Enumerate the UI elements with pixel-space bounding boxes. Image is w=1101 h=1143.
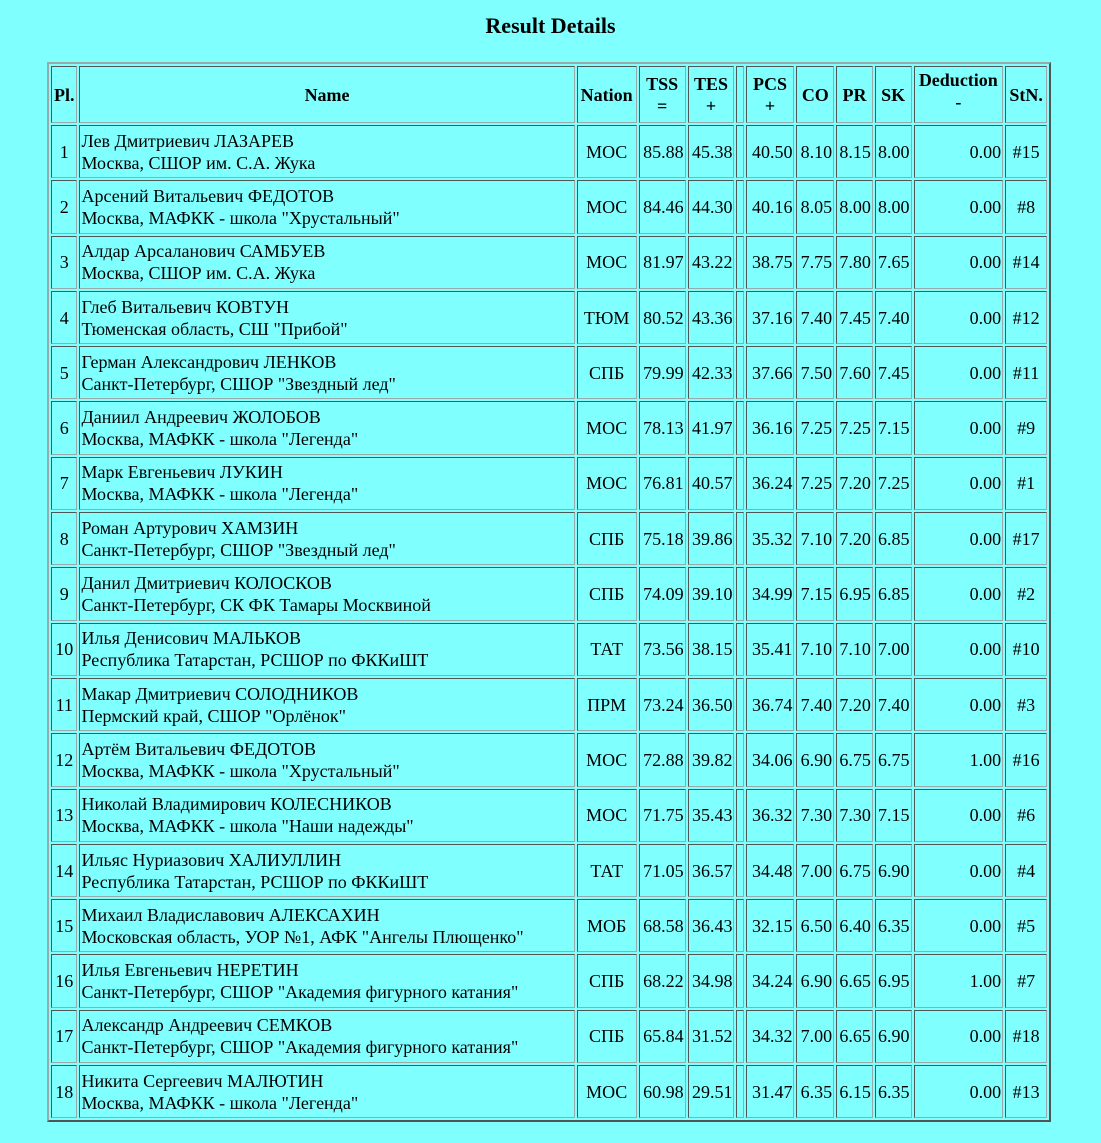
nation: МОС (577, 401, 637, 454)
tss: 71.75 (639, 789, 686, 842)
tss: 85.88 (639, 125, 686, 178)
tes: 36.50 (688, 678, 735, 731)
page-title: Result Details (485, 13, 616, 38)
table-row (51, 789, 1047, 842)
pcs: 35.41 (746, 623, 795, 676)
place: 9 (51, 567, 77, 620)
skater-name: Марк Евгеньевич ЛУКИН (81, 462, 283, 483)
nation: МОС (577, 1065, 637, 1118)
col-place: Pl. (51, 66, 77, 123)
table-row (51, 291, 1047, 344)
skater-club: Москва, МАФКК - школа "Легенда" (81, 484, 359, 505)
table-row (51, 678, 1047, 731)
skater-cell (79, 291, 574, 344)
sk: 6.75 (875, 733, 912, 786)
start-number: #15 (1005, 125, 1047, 178)
skater-club: Санкт-Петербург, СШОР "Академия фигурного катания" (81, 1037, 519, 1058)
pr: 7.20 (836, 512, 873, 565)
nation: МОС (577, 733, 637, 786)
tes: 36.43 (688, 899, 735, 952)
skater-name: Арсений Витальевич ФЕДОТОВ (81, 185, 335, 206)
sk: 8.00 (875, 125, 912, 178)
start-number: #7 (1005, 954, 1047, 1007)
pcs: 37.16 (746, 291, 795, 344)
deduction: 1.00 (914, 733, 1004, 786)
start-number: #3 (1005, 678, 1047, 731)
pr: 8.15 (836, 125, 873, 178)
tes-label: TES (694, 73, 729, 94)
tes: 39.86 (688, 512, 735, 565)
pcs: 36.16 (746, 401, 795, 454)
co: 8.10 (796, 125, 834, 178)
tes: 45.38 (688, 125, 735, 178)
co: 7.40 (796, 678, 834, 731)
co: 6.50 (796, 899, 834, 952)
table-row (51, 954, 1047, 1007)
pcs: 34.99 (746, 567, 795, 620)
deduction: 0.00 (914, 1010, 1004, 1063)
skater-name: Алдар Арсаланович САМБУЕВ (81, 241, 326, 262)
skater-club: Москва, СШОР им. С.А. Жука (81, 152, 316, 173)
pr: 7.20 (836, 457, 873, 510)
place: 2 (51, 180, 77, 233)
skater-cell (79, 125, 574, 178)
sk: 7.65 (875, 236, 912, 289)
skater-club: Москва, МАФКК - школа "Хрустальный" (81, 207, 400, 228)
skater-club: Санкт-Петербург, СШОР "Звездный лед" (81, 539, 396, 560)
spacer-cell (736, 401, 743, 454)
skater-club: Москва, МАФКК - школа "Наши надежды" (81, 816, 414, 837)
pcs: 32.15 (746, 899, 795, 952)
skater-cell (79, 567, 574, 620)
pr: 7.10 (836, 623, 873, 676)
tss: 79.99 (639, 346, 686, 399)
skater-club: Москва, МАФКК - школа "Легенда" (81, 1092, 359, 1113)
pcs: 34.24 (746, 954, 795, 1007)
table-row (51, 844, 1047, 897)
tes: 43.36 (688, 291, 735, 344)
table-row (51, 512, 1047, 565)
co: 7.00 (796, 1010, 834, 1063)
place: 11 (51, 678, 77, 731)
table-row (51, 733, 1047, 786)
pcs-op: + (764, 95, 776, 116)
deduction: 0.00 (914, 457, 1004, 510)
tss: 76.81 (639, 457, 686, 510)
start-number: #8 (1005, 180, 1047, 233)
sk: 6.95 (875, 954, 912, 1007)
nation: МОС (577, 457, 637, 510)
tes: 38.15 (688, 623, 735, 676)
deduction: 0.00 (914, 789, 1004, 842)
pcs: 37.66 (746, 346, 795, 399)
start-number: #18 (1005, 1010, 1047, 1063)
skater-name: Глеб Витальевич КОВТУН (81, 296, 289, 317)
pr: 7.80 (836, 236, 873, 289)
deduction: 0.00 (914, 1065, 1004, 1118)
skater-cell (79, 457, 574, 510)
deduction: 0.00 (914, 401, 1004, 454)
col-name: Name (79, 66, 574, 123)
start-number: #16 (1005, 733, 1047, 786)
tes: 29.51 (688, 1065, 735, 1118)
skater-name: Михаил Владиславович АЛЕКСАХИН (81, 904, 380, 925)
spacer-cell (736, 844, 743, 897)
deduction: 0.00 (914, 125, 1004, 178)
tss: 68.58 (639, 899, 686, 952)
spacer-cell (736, 180, 743, 233)
place: 12 (51, 733, 77, 786)
deduction: 0.00 (914, 678, 1004, 731)
skater-name: Макар Дмитриевич СОЛОДНИКОВ (81, 683, 359, 704)
table-row (51, 623, 1047, 676)
skater-name: Никита Сергеевич МАЛЮТИН (81, 1070, 324, 1091)
place: 1 (51, 125, 77, 178)
nation: МОС (577, 789, 637, 842)
skater-cell (79, 623, 574, 676)
co: 7.50 (796, 346, 834, 399)
sk: 7.25 (875, 457, 912, 510)
co: 7.10 (796, 512, 834, 565)
pcs: 35.32 (746, 512, 795, 565)
pcs-label: PCS (753, 73, 788, 94)
tss: 68.22 (639, 954, 686, 1007)
tes: 42.33 (688, 346, 735, 399)
co: 7.40 (796, 291, 834, 344)
start-number: #6 (1005, 789, 1047, 842)
header-row (51, 66, 1047, 123)
place: 8 (51, 512, 77, 565)
pr: 6.65 (836, 954, 873, 1007)
skater-name: Александр Андреевич СЕМКОВ (81, 1015, 333, 1036)
spacer-cell (736, 457, 743, 510)
nation: ТАТ (577, 623, 637, 676)
tss: 74.09 (639, 567, 686, 620)
place: 14 (51, 844, 77, 897)
skater-club: Санкт-Петербург, СШОР "Звездный лед" (81, 373, 396, 394)
co: 7.00 (796, 844, 834, 897)
nation: СПБ (577, 567, 637, 620)
table-row (51, 180, 1047, 233)
nation: МОБ (577, 899, 637, 952)
tss: 65.84 (639, 1010, 686, 1063)
tes: 40.57 (688, 457, 735, 510)
skater-name: Данил Дмитриевич КОЛОСКОВ (81, 573, 332, 594)
skater-cell (79, 678, 574, 731)
deduction: 0.00 (914, 346, 1004, 399)
tes: 31.52 (688, 1010, 735, 1063)
start-number: #13 (1005, 1065, 1047, 1118)
table-row (51, 346, 1047, 399)
sk: 8.00 (875, 180, 912, 233)
skater-name: Лев Дмитриевич ЛАЗАРЕВ (81, 130, 295, 151)
pcs: 34.48 (746, 844, 795, 897)
tss-op: = (657, 95, 668, 116)
co: 8.05 (796, 180, 834, 233)
tes: 43.22 (688, 236, 735, 289)
tes: 41.97 (688, 401, 735, 454)
tes: 44.30 (688, 180, 735, 233)
spacer-cell (736, 1010, 743, 1063)
nation: ТАТ (577, 844, 637, 897)
skater-name: Роман Артурович ХАМЗИН (81, 517, 299, 538)
pcs: 36.74 (746, 678, 795, 731)
spacer-cell (736, 789, 743, 842)
pr: 6.40 (836, 899, 873, 952)
deduction: 0.00 (914, 180, 1004, 233)
spacer-cell (736, 1065, 743, 1118)
start-number: #10 (1005, 623, 1047, 676)
tes-op: + (705, 95, 717, 116)
place: 5 (51, 346, 77, 399)
pr: 7.20 (836, 678, 873, 731)
pr: 6.75 (836, 844, 873, 897)
pcs: 38.75 (746, 236, 795, 289)
skater-club: Москва, СШОР им. С.А. Жука (81, 263, 316, 284)
co: 7.10 (796, 623, 834, 676)
place: 16 (51, 954, 77, 1007)
skater-cell (79, 1065, 574, 1118)
skater-name: Даниил Андреевич ЖОЛОБОВ (81, 407, 321, 428)
skater-cell (79, 789, 574, 842)
col-tss (639, 66, 686, 123)
table-row (51, 567, 1047, 620)
sk: 7.40 (875, 291, 912, 344)
tss: 80.52 (639, 291, 686, 344)
tes: 39.10 (688, 567, 735, 620)
deduction: 1.00 (914, 954, 1004, 1007)
sk: 7.40 (875, 678, 912, 731)
co: 6.90 (796, 954, 834, 1007)
sk: 7.00 (875, 623, 912, 676)
skater-cell (79, 1010, 574, 1063)
pcs: 36.32 (746, 789, 795, 842)
sk: 6.90 (875, 1010, 912, 1063)
start-number: #4 (1005, 844, 1047, 897)
place: 15 (51, 899, 77, 952)
skater-name: Николай Владимирович КОЛЕСНИКОВ (81, 794, 392, 815)
spacer-cell (736, 623, 743, 676)
co: 7.25 (796, 401, 834, 454)
skater-club: Республика Татарстан, РСШОР по ФККиШТ (81, 871, 429, 892)
results-table (47, 62, 1051, 1122)
deduction: 0.00 (914, 623, 1004, 676)
table-row (51, 236, 1047, 289)
deduction: 0.00 (914, 236, 1004, 289)
sk: 6.85 (875, 567, 912, 620)
sk: 6.90 (875, 844, 912, 897)
start-number: #14 (1005, 236, 1047, 289)
skater-name: Илья Евгеньевич НЕРЕТИН (81, 960, 299, 981)
place: 18 (51, 1065, 77, 1118)
skater-cell (79, 346, 574, 399)
pr: 8.00 (836, 180, 873, 233)
co: 7.30 (796, 789, 834, 842)
tes: 34.98 (688, 954, 735, 1007)
sk: 7.15 (875, 789, 912, 842)
start-number: #2 (1005, 567, 1047, 620)
skater-club: Тюменская область, СШ "Прибой" (81, 318, 348, 339)
pr: 7.45 (836, 291, 873, 344)
nation: ПРМ (577, 678, 637, 731)
co: 7.75 (796, 236, 834, 289)
deduction: 0.00 (914, 567, 1004, 620)
skater-cell (79, 954, 574, 1007)
tss: 72.88 (639, 733, 686, 786)
nation: СПБ (577, 954, 637, 1007)
pr: 7.60 (836, 346, 873, 399)
table-row (51, 1010, 1047, 1063)
pr: 6.95 (836, 567, 873, 620)
tss: 71.05 (639, 844, 686, 897)
skater-cell (79, 512, 574, 565)
col-sk: SK (875, 66, 912, 123)
spacer-cell (736, 733, 743, 786)
sk: 6.35 (875, 899, 912, 952)
pcs: 34.06 (746, 733, 795, 786)
spacer-cell (736, 512, 743, 565)
nation: ТЮМ (577, 291, 637, 344)
skater-club: Республика Татарстан, РСШОР по ФККиШТ (81, 650, 429, 671)
col-spacer (736, 66, 743, 123)
start-number: #1 (1005, 457, 1047, 510)
tss: 75.18 (639, 512, 686, 565)
start-number: #5 (1005, 899, 1047, 952)
spacer-cell (736, 236, 743, 289)
pr: 7.30 (836, 789, 873, 842)
skater-cell (79, 844, 574, 897)
skater-club: Пермский край, СШОР "Орлёнок" (81, 705, 346, 726)
tss-label: TSS (646, 73, 679, 94)
tss: 78.13 (639, 401, 686, 454)
sk: 6.35 (875, 1065, 912, 1118)
pr: 6.15 (836, 1065, 873, 1118)
tes: 39.82 (688, 733, 735, 786)
skater-cell (79, 899, 574, 952)
skater-club: Москва, МАФКК - школа "Легенда" (81, 429, 359, 450)
tss: 81.97 (639, 236, 686, 289)
col-nation: Nation (577, 66, 637, 123)
skater-cell (79, 180, 574, 233)
nation: МОС (577, 125, 637, 178)
place: 4 (51, 291, 77, 344)
sk: 7.45 (875, 346, 912, 399)
nation: СПБ (577, 1010, 637, 1063)
start-number: #17 (1005, 512, 1047, 565)
spacer-cell (736, 678, 743, 731)
nation: СПБ (577, 512, 637, 565)
table-row (51, 1065, 1047, 1118)
place: 7 (51, 457, 77, 510)
skater-club: Москва, МАФКК - школа "Хрустальный" (81, 760, 400, 781)
pcs: 40.50 (746, 125, 795, 178)
skater-name: Герман Александрович ЛЕНКОВ (81, 351, 337, 372)
spacer-cell (736, 954, 743, 1007)
spacer-cell (736, 567, 743, 620)
start-number: #9 (1005, 401, 1047, 454)
place: 3 (51, 236, 77, 289)
pr: 6.65 (836, 1010, 873, 1063)
spacer-cell (736, 125, 743, 178)
skater-cell (79, 236, 574, 289)
skater-name: Ильяс Нуриазович ХАЛИУЛЛИН (81, 849, 342, 870)
tes: 35.43 (688, 789, 735, 842)
tss: 84.46 (639, 180, 686, 233)
pcs: 40.16 (746, 180, 795, 233)
pcs: 36.24 (746, 457, 795, 510)
deduction-label: Deduction (918, 70, 998, 90)
skater-club: Санкт-Петербург, СК ФК Тамары Москвиной (81, 595, 431, 616)
table-row (51, 899, 1047, 952)
skater-name: Илья Денисович МАЛЬКОВ (81, 628, 301, 649)
col-tes (688, 66, 735, 123)
tss: 73.24 (639, 678, 686, 731)
col-pr: PR (836, 66, 873, 123)
spacer-cell (736, 346, 743, 399)
deduction: 0.00 (914, 844, 1004, 897)
deduction: 0.00 (914, 512, 1004, 565)
nation: МОС (577, 236, 637, 289)
col-co: CO (796, 66, 834, 123)
co: 6.90 (796, 733, 834, 786)
place: 6 (51, 401, 77, 454)
results-body (51, 125, 1047, 1118)
table-row (51, 125, 1047, 178)
sk: 7.15 (875, 401, 912, 454)
col-pcs (746, 66, 795, 123)
pr: 7.25 (836, 401, 873, 454)
col-deduction (914, 66, 1004, 123)
start-number: #11 (1005, 346, 1047, 399)
co: 6.35 (796, 1065, 834, 1118)
deduction: 0.00 (914, 291, 1004, 344)
skater-club: Московская область, УОР №1, АФК "Ангелы Плющенко" (81, 926, 524, 947)
skater-name: Артём Витальевич ФЕДОТОВ (81, 738, 316, 759)
table-row (51, 457, 1047, 510)
deduction: 0.00 (914, 899, 1004, 952)
start-number: #12 (1005, 291, 1047, 344)
co: 7.25 (796, 457, 834, 510)
skater-cell (79, 401, 574, 454)
place: 17 (51, 1010, 77, 1063)
deduction-op: - (955, 92, 962, 112)
skater-club: Санкт-Петербург, СШОР "Академия фигурного катания" (81, 982, 519, 1003)
col-start-number: StN. (1005, 66, 1047, 123)
tss: 60.98 (639, 1065, 686, 1118)
nation: МОС (577, 180, 637, 233)
co: 7.15 (796, 567, 834, 620)
spacer-cell (736, 291, 743, 344)
sk: 6.85 (875, 512, 912, 565)
table-row (51, 401, 1047, 454)
place: 10 (51, 623, 77, 676)
nation: СПБ (577, 346, 637, 399)
tss: 73.56 (639, 623, 686, 676)
place: 13 (51, 789, 77, 842)
skater-cell (79, 733, 574, 786)
pcs: 34.32 (746, 1010, 795, 1063)
pr: 6.75 (836, 733, 873, 786)
tes: 36.57 (688, 844, 735, 897)
spacer-cell (736, 899, 743, 952)
pcs: 31.47 (746, 1065, 795, 1118)
